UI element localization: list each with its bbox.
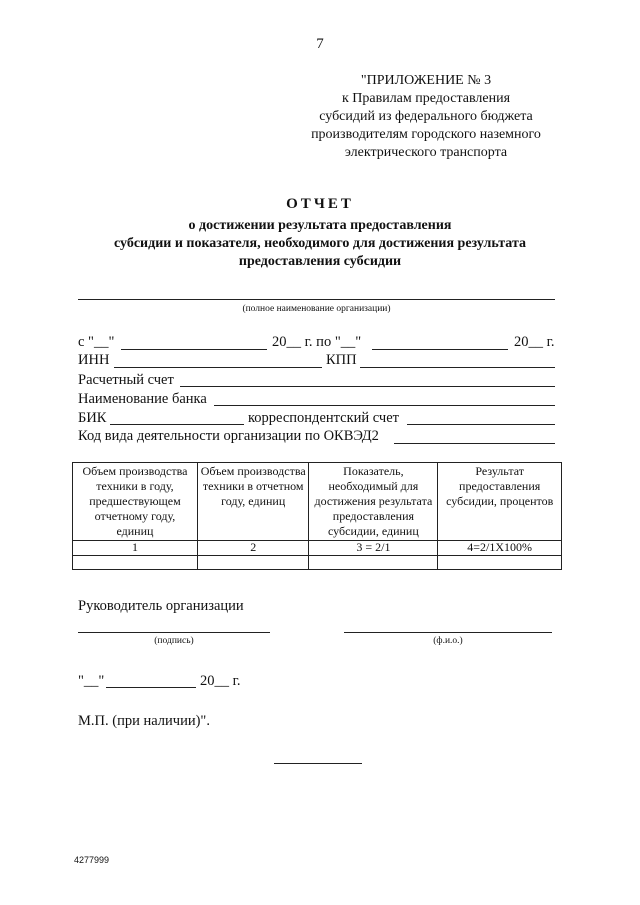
corr-account-label: корреспондентский счет bbox=[248, 410, 399, 426]
bank-line[interactable] bbox=[214, 405, 555, 406]
appendix-line: субсидий из федерального бюджета bbox=[319, 109, 533, 124]
subtitle-line: предоставления субсидии bbox=[238, 254, 402, 269]
table-header-row bbox=[73, 463, 562, 541]
subtitle-line: о достижении результата предоставления bbox=[188, 218, 452, 233]
inn-line[interactable] bbox=[114, 367, 322, 368]
date-day-label: "__" bbox=[78, 673, 105, 689]
table-header-cell: Результат предоставления субсидии, процентов bbox=[438, 463, 562, 541]
appendix-line: к Правилам предоставления bbox=[341, 91, 511, 106]
table-cell[interactable] bbox=[197, 556, 309, 570]
account-label: Расчетный счет bbox=[78, 372, 174, 388]
bik-label: БИК bbox=[78, 410, 107, 426]
stamp-label: М.П. (при наличии)". bbox=[78, 713, 210, 729]
full-name-caption: (ф.и.о.) bbox=[433, 636, 463, 646]
table-number-cell: 2 bbox=[197, 541, 309, 556]
period-from-label: с "__" bbox=[78, 334, 115, 350]
date-year-label: 20__ г. bbox=[200, 673, 241, 689]
period-to-label: 20__ г. по "__" bbox=[272, 334, 362, 350]
org-name-line[interactable] bbox=[78, 299, 555, 300]
bank-label: Наименование банка bbox=[78, 391, 207, 407]
account-line[interactable] bbox=[180, 386, 555, 387]
table-cell[interactable] bbox=[309, 556, 438, 570]
report-table bbox=[72, 462, 562, 570]
appendix-header bbox=[296, 72, 556, 162]
closing-separator bbox=[274, 763, 362, 764]
table-cell[interactable] bbox=[73, 556, 198, 570]
head-label: Руководитель организации bbox=[78, 598, 244, 614]
table-header-cell: Объем производства техники в году, предшествующем отчетному году, единиц bbox=[73, 463, 198, 541]
okved-label: Код вида деятельности организации по ОКВЭД2 bbox=[78, 428, 379, 444]
period-from-line[interactable] bbox=[121, 349, 267, 350]
table-number-cell: 3 = 2/1 bbox=[309, 541, 438, 556]
table-row bbox=[73, 556, 562, 570]
corr-account-line[interactable] bbox=[407, 424, 555, 425]
table-number-cell: 1 bbox=[73, 541, 198, 556]
page-number: 7 bbox=[316, 36, 324, 52]
kpp-line[interactable] bbox=[360, 367, 555, 368]
appendix-line: "ПРИЛОЖЕНИЕ № 3 bbox=[360, 73, 492, 88]
kpp-label: КПП bbox=[326, 352, 357, 368]
table-header-cell: Объем производства техники в отчетном году, единиц bbox=[197, 463, 309, 541]
period-to-line[interactable] bbox=[372, 349, 508, 350]
report-title: ОТЧЕТ bbox=[286, 196, 354, 212]
table-header-cell: Показатель, необходимый для достижения результата предоставления субсидии, единиц bbox=[309, 463, 438, 541]
table-cell[interactable] bbox=[438, 556, 562, 570]
bik-line[interactable] bbox=[110, 424, 244, 425]
date-month-line[interactable] bbox=[106, 687, 196, 688]
period-year-label: 20__ г. bbox=[514, 334, 555, 350]
okved-line[interactable] bbox=[394, 443, 555, 444]
inn-label: ИНН bbox=[78, 352, 110, 368]
org-name-caption: (полное наименование организации) bbox=[242, 304, 391, 314]
signature-caption: (подпись) bbox=[154, 636, 194, 646]
appendix-line: электрического транспорта bbox=[344, 145, 508, 160]
signature-line[interactable] bbox=[78, 632, 270, 633]
appendix-line: производителям городского наземного bbox=[311, 127, 541, 142]
subtitle-line: субсидии и показателя, необходимого для достижения результата bbox=[113, 236, 526, 251]
table-number-cell: 4=2/1X100% bbox=[438, 541, 562, 556]
report-subtitle bbox=[90, 217, 550, 271]
table-number-row bbox=[73, 541, 562, 556]
full-name-line[interactable] bbox=[344, 632, 552, 633]
document-id: 4277999 bbox=[74, 855, 110, 865]
